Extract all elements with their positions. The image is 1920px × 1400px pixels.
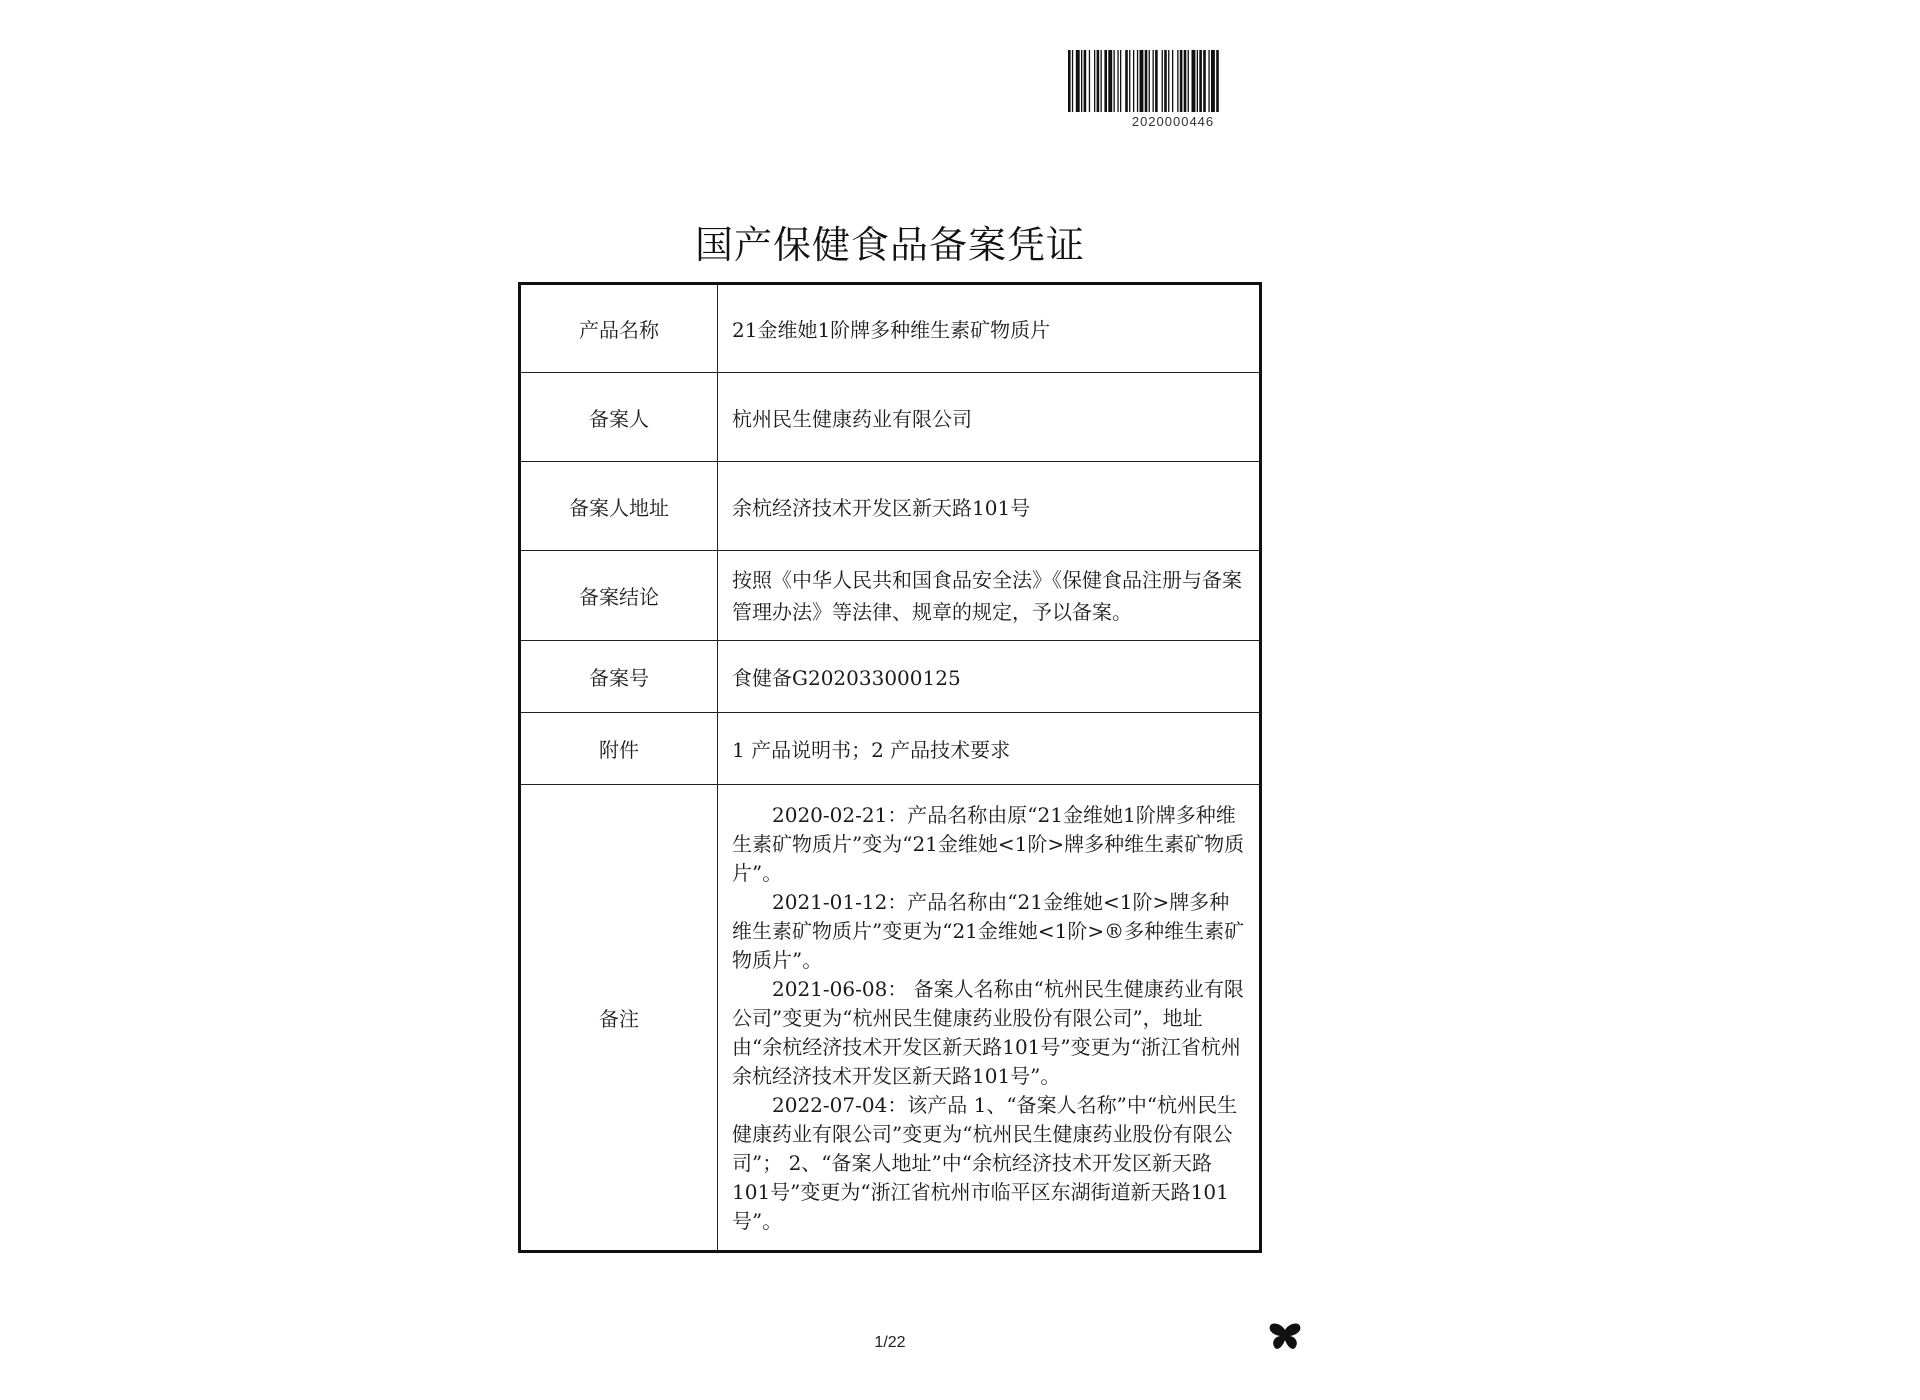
barcode-bar: [1180, 50, 1183, 112]
row-value: 按照《中华人民共和国食品安全法》《保健食品注册与备案管理办法》等法律、规章的规定，予以备案。: [718, 551, 1261, 641]
row-label: 附件: [520, 713, 718, 785]
barcode-bar: [1081, 50, 1082, 112]
row-label: 备案人地址: [520, 462, 718, 551]
barcode-bar: [1117, 50, 1118, 112]
barcode-bar: [1153, 50, 1154, 112]
row-value: 杭州民生健康药业有限公司: [718, 373, 1261, 462]
barcode-bar: [1101, 50, 1102, 112]
barcode-bar: [1068, 50, 1071, 112]
table-row-filer-address: [520, 462, 1261, 551]
table-row-filing-number: [520, 641, 1261, 713]
barcode-bar: [1208, 50, 1209, 112]
barcode-bar: [1120, 50, 1121, 112]
barcode-bar: [1164, 50, 1167, 112]
row-value: 食健备G202033000125: [718, 641, 1261, 713]
barcode-bar: [1199, 50, 1202, 112]
barcode-bar: [1094, 50, 1095, 112]
barcode-bar: [1108, 50, 1112, 112]
document-title: 国产保健食品备案凭证: [694, 223, 1085, 267]
barcode-bar: [1162, 50, 1163, 112]
row-label: 备注: [520, 785, 718, 1252]
row-label: 备案结论: [520, 551, 718, 641]
barcode-bar: [1216, 50, 1219, 112]
row-value: 余杭经济技术开发区新天路101号: [718, 462, 1261, 551]
barcode-bar: [1155, 50, 1158, 112]
barcode-bar: [1188, 50, 1189, 112]
table-row-filer: [520, 373, 1261, 462]
row-label: 产品名称: [520, 284, 718, 373]
barcode-bars: [1064, 50, 1282, 114]
barcode-bar: [1140, 50, 1144, 112]
barcode-bar: [1177, 50, 1178, 112]
barcode-bar: [1184, 50, 1187, 112]
barcode: [1064, 50, 1282, 132]
record-table: [518, 282, 1262, 1253]
barcode-bar: [1137, 50, 1138, 112]
butterfly-icon: [1268, 1322, 1302, 1352]
barcode-bar: [1133, 50, 1134, 112]
table-row-attachments: [520, 713, 1261, 785]
barcode-bar: [1114, 50, 1115, 112]
row-label: 备案人: [520, 373, 718, 462]
table-row-conclusion: [520, 551, 1261, 641]
barcode-bar: [1168, 50, 1169, 112]
remark-paragraph: 2021-01-12：产品名称由“21金维她<1阶>牌多种维生素矿物质片”变更为“21金维她<1阶>®多种维生素矿物质片”。: [732, 890, 1245, 972]
table-row-product-name: [520, 284, 1261, 373]
barcode-bar: [1145, 50, 1148, 112]
barcode-bar: [1197, 50, 1198, 112]
barcode-bar: [1203, 50, 1206, 112]
remark-paragraph: 2021-06-08： 备案人名称由“杭州民生健康药业有限公司”变更为“杭州民生健康药业股份有限公司”，地址由“余杭经济技术开发区新天路101号”变更为“浙江省杭州余杭经济技术开发区新天路101号”。: [732, 977, 1244, 1088]
remarks-value: [718, 785, 1261, 1252]
remark-paragraph: 2020-02-21：产品名称由原“21金维她1阶牌多种维生素矿物质片”变为“21金维她<1阶>牌多种维生素矿物质片”。: [732, 803, 1245, 885]
barcode-bar: [1097, 50, 1100, 112]
barcode-bar: [1192, 50, 1196, 112]
barcode-bar: [1172, 50, 1173, 112]
row-value: 1 产品说明书；2 产品技术要求: [718, 713, 1261, 785]
barcode-bar: [1211, 50, 1215, 112]
barcode-bar: [1125, 50, 1128, 112]
barcode-number: 2020000446: [1131, 114, 1215, 129]
barcode-bar: [1149, 50, 1150, 112]
remark-paragraph: 2022-07-04：该产品 1、“备案人名称”中“杭州民生健康药业有限公司”变更为“杭州民生健康药业股份有限公司”； 2、“备案人地址”中“余杭经济技术开发区新天路101号”变更为“浙江省杭州市临平区东湖街道新天路101号”。: [732, 1093, 1238, 1233]
table-row-remarks: [520, 785, 1261, 1252]
barcode-bar: [1084, 50, 1087, 112]
barcode-bar: [1089, 50, 1090, 112]
barcode-bar: [1072, 50, 1073, 112]
barcode-bar: [1104, 50, 1107, 112]
page-number: 1/22: [874, 1334, 906, 1351]
row-label: 备案号: [520, 641, 718, 713]
row-value: 21金维她1阶牌多种维生素矿物质片: [718, 284, 1261, 373]
barcode-bar: [1129, 50, 1130, 112]
barcode-bar: [1076, 50, 1080, 112]
